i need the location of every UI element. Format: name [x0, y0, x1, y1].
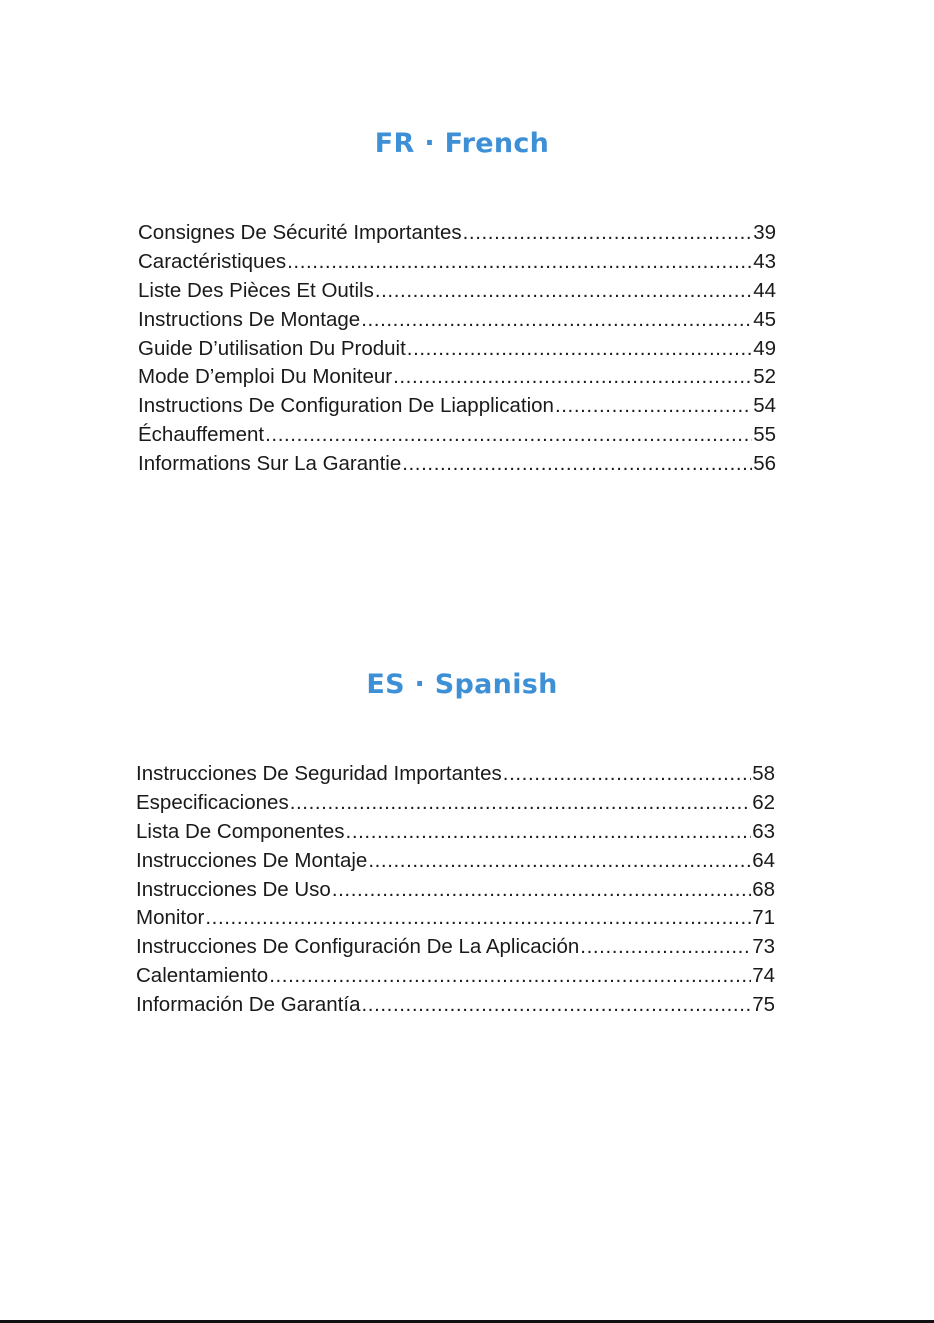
toc-entry-label: Especificaciones — [136, 790, 289, 814]
toc-entry[interactable] — [138, 335, 776, 364]
toc-page-number: 64 — [752, 848, 775, 872]
toc-entry-label: Información De Garantía — [136, 993, 361, 1017]
toc-entry[interactable] — [138, 363, 776, 392]
toc-page-number: 71 — [752, 906, 775, 930]
section-title-french: FR · French — [374, 128, 550, 159]
toc-entry[interactable] — [136, 760, 775, 789]
toc-entry-label: Instructions De Montage — [138, 307, 361, 331]
toc-dot-leader — [503, 760, 751, 789]
toc-page-number: 62 — [752, 790, 775, 814]
toc-dot-leader — [375, 277, 752, 306]
toc-entry-label: Liste Des Pièces Et Outils — [138, 278, 374, 302]
toc-entry[interactable] — [136, 933, 775, 962]
toc-dot-leader — [205, 904, 751, 933]
toc-list-french — [138, 219, 776, 479]
toc-dot-leader — [361, 306, 752, 335]
toc-dot-leader — [361, 991, 751, 1020]
toc-entry[interactable] — [138, 306, 776, 335]
toc-entry-label: Caractéristiques — [138, 249, 287, 273]
toc-page-number: 58 — [752, 762, 775, 785]
toc-page-number: 39 — [753, 221, 776, 244]
toc-dot-leader — [402, 450, 752, 479]
toc-dot-leader — [287, 248, 752, 277]
toc-entry[interactable] — [138, 277, 776, 306]
section-title-spanish: ES · Spanish — [366, 669, 558, 700]
toc-entry[interactable] — [138, 421, 776, 450]
toc-entry[interactable] — [136, 847, 775, 876]
toc-entry[interactable] — [136, 789, 775, 818]
toc-page-number: 43 — [753, 249, 776, 273]
toc-page-number: 73 — [752, 935, 775, 959]
toc-entry[interactable] — [136, 904, 775, 933]
toc-entry-label: Échauffement — [138, 423, 265, 447]
toc-entry[interactable] — [138, 450, 776, 479]
toc-page-number: 75 — [752, 993, 775, 1017]
toc-entry-label: Calentamiento — [136, 964, 269, 988]
toc-list-spanish — [136, 760, 775, 1020]
toc-page-number: 55 — [753, 423, 776, 447]
toc-page-number: 63 — [752, 819, 775, 843]
toc-entry-label: Instrucciones De Montaje — [136, 848, 368, 872]
toc-page-number: 54 — [753, 394, 776, 418]
toc-entry-label: Consignes De Sécurité Importantes — [138, 221, 462, 244]
toc-entry-label: Monitor — [136, 906, 205, 930]
toc-entry[interactable] — [138, 219, 776, 248]
toc-dot-leader — [332, 876, 751, 905]
toc-dot-leader — [346, 818, 752, 847]
toc-page-number: 74 — [752, 964, 775, 988]
toc-dot-leader — [269, 962, 751, 991]
toc-entry-label: Instrucciones De Seguridad Importantes — [136, 762, 502, 785]
toc-dot-leader — [368, 847, 751, 876]
toc-entry[interactable] — [138, 248, 776, 277]
toc-dot-leader — [265, 421, 752, 450]
toc-page-number: 44 — [753, 278, 776, 302]
toc-page-number: 45 — [753, 307, 776, 331]
toc-page-number: 56 — [753, 452, 776, 476]
toc-entry[interactable] — [136, 818, 775, 847]
toc-entry[interactable] — [136, 876, 775, 905]
toc-entry[interactable] — [136, 962, 775, 991]
toc-entry[interactable] — [136, 991, 775, 1020]
toc-entry[interactable] — [138, 392, 776, 421]
toc-dot-leader — [555, 392, 752, 421]
toc-dot-leader — [290, 789, 751, 818]
toc-entry-label: Instructions De Configuration De Liapplication — [138, 394, 554, 418]
toc-entry-label: Mode D’emploi Du Moniteur — [138, 365, 393, 389]
toc-page-number: 52 — [753, 365, 776, 389]
toc-page-number: 68 — [752, 877, 775, 901]
toc-page-number: 49 — [753, 336, 776, 360]
toc-entry-label: Instrucciones De Configuración De La Aplicación — [136, 935, 580, 959]
toc-dot-leader — [407, 335, 752, 364]
toc-dot-leader — [463, 219, 753, 248]
toc-dot-leader — [580, 933, 751, 962]
toc-entry-label: Guide D’utilisation Du Produit — [138, 336, 406, 360]
toc-entry-label: Informations Sur La Garantie — [138, 452, 402, 476]
toc-entry-label: Instrucciones De Uso — [136, 877, 331, 901]
toc-entry-label: Lista De Componentes — [136, 819, 345, 843]
toc-dot-leader — [393, 363, 752, 392]
